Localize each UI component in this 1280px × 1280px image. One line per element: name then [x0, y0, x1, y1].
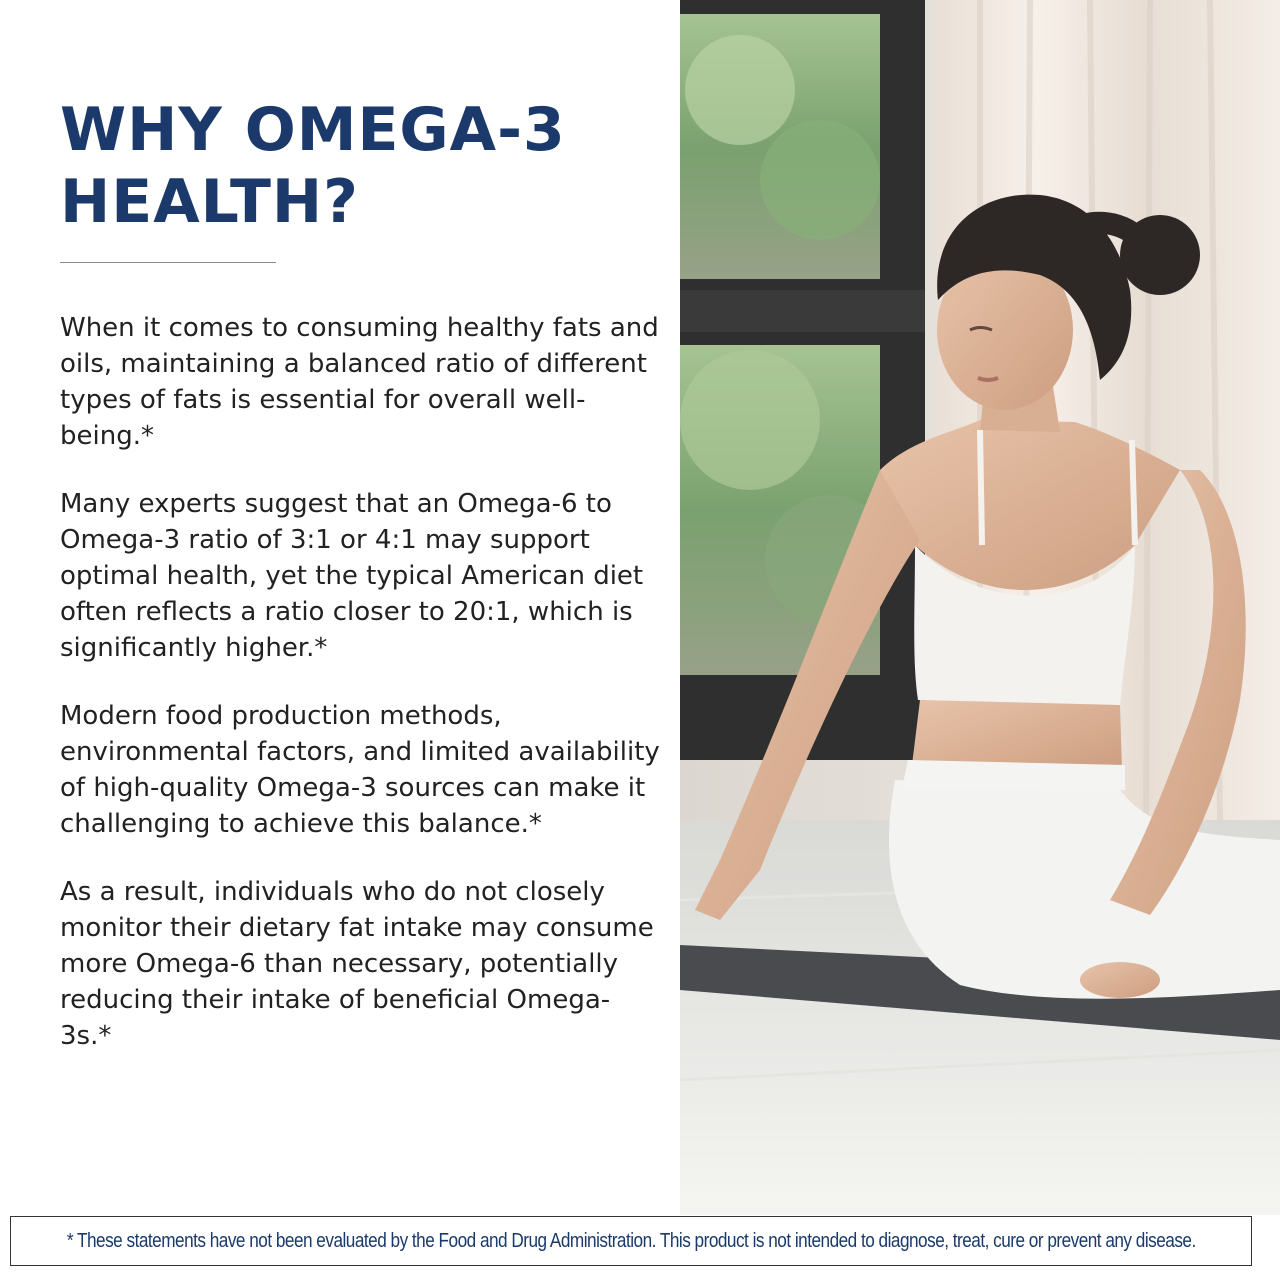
headline — [60, 94, 660, 238]
headline-divider — [60, 262, 276, 263]
headline-line-2: HEALTH? — [60, 167, 359, 237]
photo-illustration — [680, 0, 1280, 1215]
headline-line-1: WHY OMEGA-3 — [60, 95, 566, 165]
fda-disclaimer-text: * These statements have not been evaluated by the Food and Drug Administration. This product is not intended to diagnose, treat, cure or prevent any disease. — [66, 1229, 1196, 1252]
fda-disclaimer-box — [10, 1216, 1252, 1266]
paragraph-result: As a result, individuals who do not closely monitor their dietary fat intake may consume more Omega-6 than necessary, potentially reducing their intake of beneficial Omega-3s.* — [60, 877, 654, 1051]
body-copy — [60, 310, 660, 1086]
yoga-woman-photo — [680, 0, 1280, 1215]
paragraph-ratio-intro: When it comes to consuming healthy fats and oils, maintaining a balanced ratio of different types of fats is essential for overall well-being.* — [60, 313, 659, 451]
paragraph-expert-ratio: Many experts suggest that an Omega-6 to Omega-3 ratio of 3:1 or 4:1 may support optimal health, yet the typical American diet often reflects a ratio closer to 20:1, which is significantly higher.* — [60, 489, 644, 663]
paragraph-modern-food: Modern food production methods, environmental factors, and limited availability of high-quality Omega-3 sources can make it challenging to achieve this balance.* — [60, 701, 660, 839]
